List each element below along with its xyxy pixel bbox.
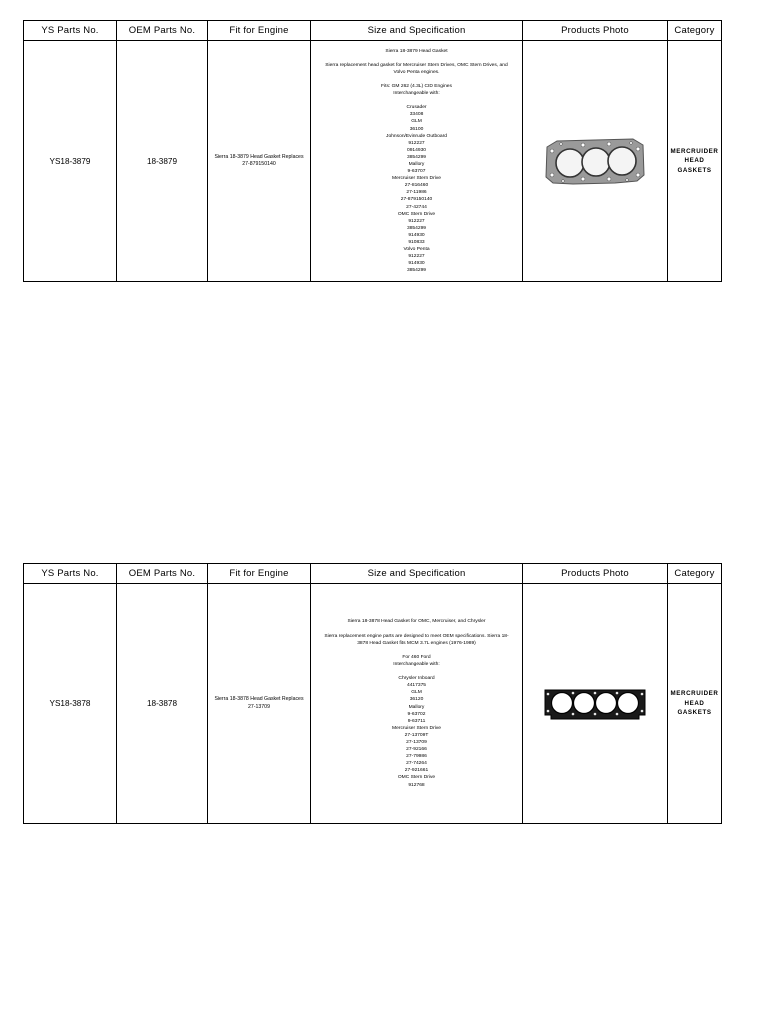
spec-line: Sierra 18-3878 Head Gasket for OMC, Mercruiser, and Chrysler xyxy=(347,619,486,625)
inline4-head-gasket-photo xyxy=(523,684,667,724)
spec-line: 3854299 xyxy=(406,268,427,274)
fit-line: 27-879150140 xyxy=(242,161,276,167)
category xyxy=(668,584,722,824)
header-fit-for-engine: Fit for Engine xyxy=(208,21,311,41)
header-products-photo: Products Photo xyxy=(523,564,668,584)
spec-line: Mallory xyxy=(408,704,425,710)
spec-line: Sierra replacement engine parts are designed to meet OEM specifications. Sierra 18- xyxy=(324,633,509,639)
spec-line: Sierra 18-3879 Head Gasket xyxy=(385,48,448,54)
spec-line: 912768 xyxy=(408,782,425,788)
spec-line: Mercruiser Stern Drive xyxy=(392,725,441,731)
spec-line: 0914930 xyxy=(406,147,427,153)
spec-line: 27-79986 xyxy=(406,754,427,760)
spec-line: 914930 xyxy=(408,232,425,238)
header-size-and-specification: Size and Specification xyxy=(311,21,523,41)
ys-parts-no: YS18-3878 xyxy=(24,584,117,824)
spec-line: Interchangeable with: xyxy=(393,661,440,667)
spec-line: 27-74264 xyxy=(406,761,427,767)
spec-line: Volvo Penta engines. xyxy=(393,69,440,75)
parts-table-1 xyxy=(23,20,722,282)
v6-head-gasket-photo xyxy=(523,131,667,191)
spec-line xyxy=(311,76,522,83)
table-row xyxy=(24,41,722,282)
table-row xyxy=(24,584,722,824)
header-ys-parts-no: YS Parts No. xyxy=(24,564,117,584)
spec-line xyxy=(311,625,522,632)
spec-line: 912227 xyxy=(408,218,425,224)
spec-line: 9-63707 xyxy=(407,169,426,175)
spec-line: Mallory xyxy=(408,162,425,167)
category-line: GASKETS xyxy=(677,166,712,174)
spec-line: Crusader xyxy=(406,105,427,111)
category-line: MERCRUIDER xyxy=(670,690,719,698)
spec-line xyxy=(311,668,522,675)
products-photo-cell xyxy=(523,41,668,282)
oem-parts-no: 18-3879 xyxy=(117,41,208,282)
spec-line: Fits: GM 262 (4.3L) CID Engines xyxy=(381,83,452,89)
spec-line: Mercruiser Stern Drive xyxy=(392,176,441,182)
header-products-photo: Products Photo xyxy=(523,21,668,41)
spec-line: 27-11986 xyxy=(406,190,427,196)
spec-line: 4417375 xyxy=(406,683,427,689)
category-line: HEAD xyxy=(684,157,705,165)
category-line: MERCRUIDER xyxy=(670,147,719,155)
category-line: GASKETS xyxy=(677,709,712,717)
spec-line: 27-13709 xyxy=(406,739,427,745)
spec-line: Johnson/Evinrude Outboard xyxy=(386,133,447,139)
spec-line: 3854299 xyxy=(406,154,427,160)
spec-line: 33408 xyxy=(409,112,424,118)
spec-line: 9-63702 xyxy=(407,711,426,717)
spec-line: 27-816460 xyxy=(404,183,429,189)
spec-line: 912227 xyxy=(408,140,425,146)
spec-line: 27-879150140 xyxy=(400,197,433,203)
spec-line: 27-921661 xyxy=(404,768,429,774)
header-size-and-specification: Size and Specification xyxy=(311,564,523,584)
spec-line xyxy=(311,647,522,654)
ys-parts-no: YS18-3879 xyxy=(24,41,117,282)
spec-line: 910833 xyxy=(408,240,425,246)
header-ys-parts-no: YS Parts No. xyxy=(24,21,117,41)
spec-line: 36100 xyxy=(409,126,424,132)
spec-line: Sierra replacement head gasket for Mercruiser Stern Drives, OMC Stern Drives, and xyxy=(325,62,508,68)
spec-line: 3854299 xyxy=(406,225,427,231)
fit-line: 27-13709 xyxy=(248,703,270,710)
spec-line: 36120 xyxy=(409,697,424,703)
spec-line: 27-13709T xyxy=(404,732,429,738)
spec-line: OMC Stern Drive xyxy=(397,211,436,217)
header-category: Category xyxy=(668,21,722,41)
table-header-row xyxy=(24,21,722,41)
spec-line: Interchangeable with: xyxy=(393,91,440,97)
spec-line: Volvo Penta xyxy=(403,247,430,253)
size-and-specification xyxy=(311,41,523,282)
spec-line: 914930 xyxy=(408,261,425,267)
spec-line: OMC Stern Drive xyxy=(397,775,436,781)
spec-line: 912227 xyxy=(408,254,425,260)
header-oem-parts-no: OEM Parts No. xyxy=(117,21,208,41)
oem-parts-no: 18-3878 xyxy=(117,584,208,824)
header-oem-parts-no: OEM Parts No. xyxy=(117,564,208,584)
fit-for-engine xyxy=(208,584,311,824)
table-header-row xyxy=(24,564,722,584)
products-photo-cell xyxy=(523,584,668,824)
spec-line: 27-92166 xyxy=(406,747,427,753)
spec-line: For 460 Ford xyxy=(402,654,431,660)
spec-line: 9-63711 xyxy=(407,718,426,724)
header-category: Category xyxy=(668,564,722,584)
spec-line: GLM xyxy=(411,690,422,696)
fit-for-engine xyxy=(208,41,311,282)
spec-line: 3878 Head Gasket fits MCM 3.7L engines (1976-1989) xyxy=(357,640,476,646)
spec-line: Chrysler Inboard xyxy=(398,676,435,682)
category xyxy=(668,41,722,282)
size-and-specification xyxy=(311,584,523,824)
fit-line: Sierra 18-3879 Head Gasket Replaces xyxy=(214,153,304,160)
spec-line: GLM xyxy=(411,119,422,125)
header-fit-for-engine: Fit for Engine xyxy=(208,564,311,584)
category-line: HEAD xyxy=(684,699,705,707)
fit-line: Sierra 18-3878 Head Gasket Replaces xyxy=(214,696,304,703)
spec-line xyxy=(311,55,522,62)
spec-line xyxy=(311,97,522,104)
parts-table-2 xyxy=(23,563,722,824)
spec-line: 27-42744 xyxy=(406,204,427,210)
